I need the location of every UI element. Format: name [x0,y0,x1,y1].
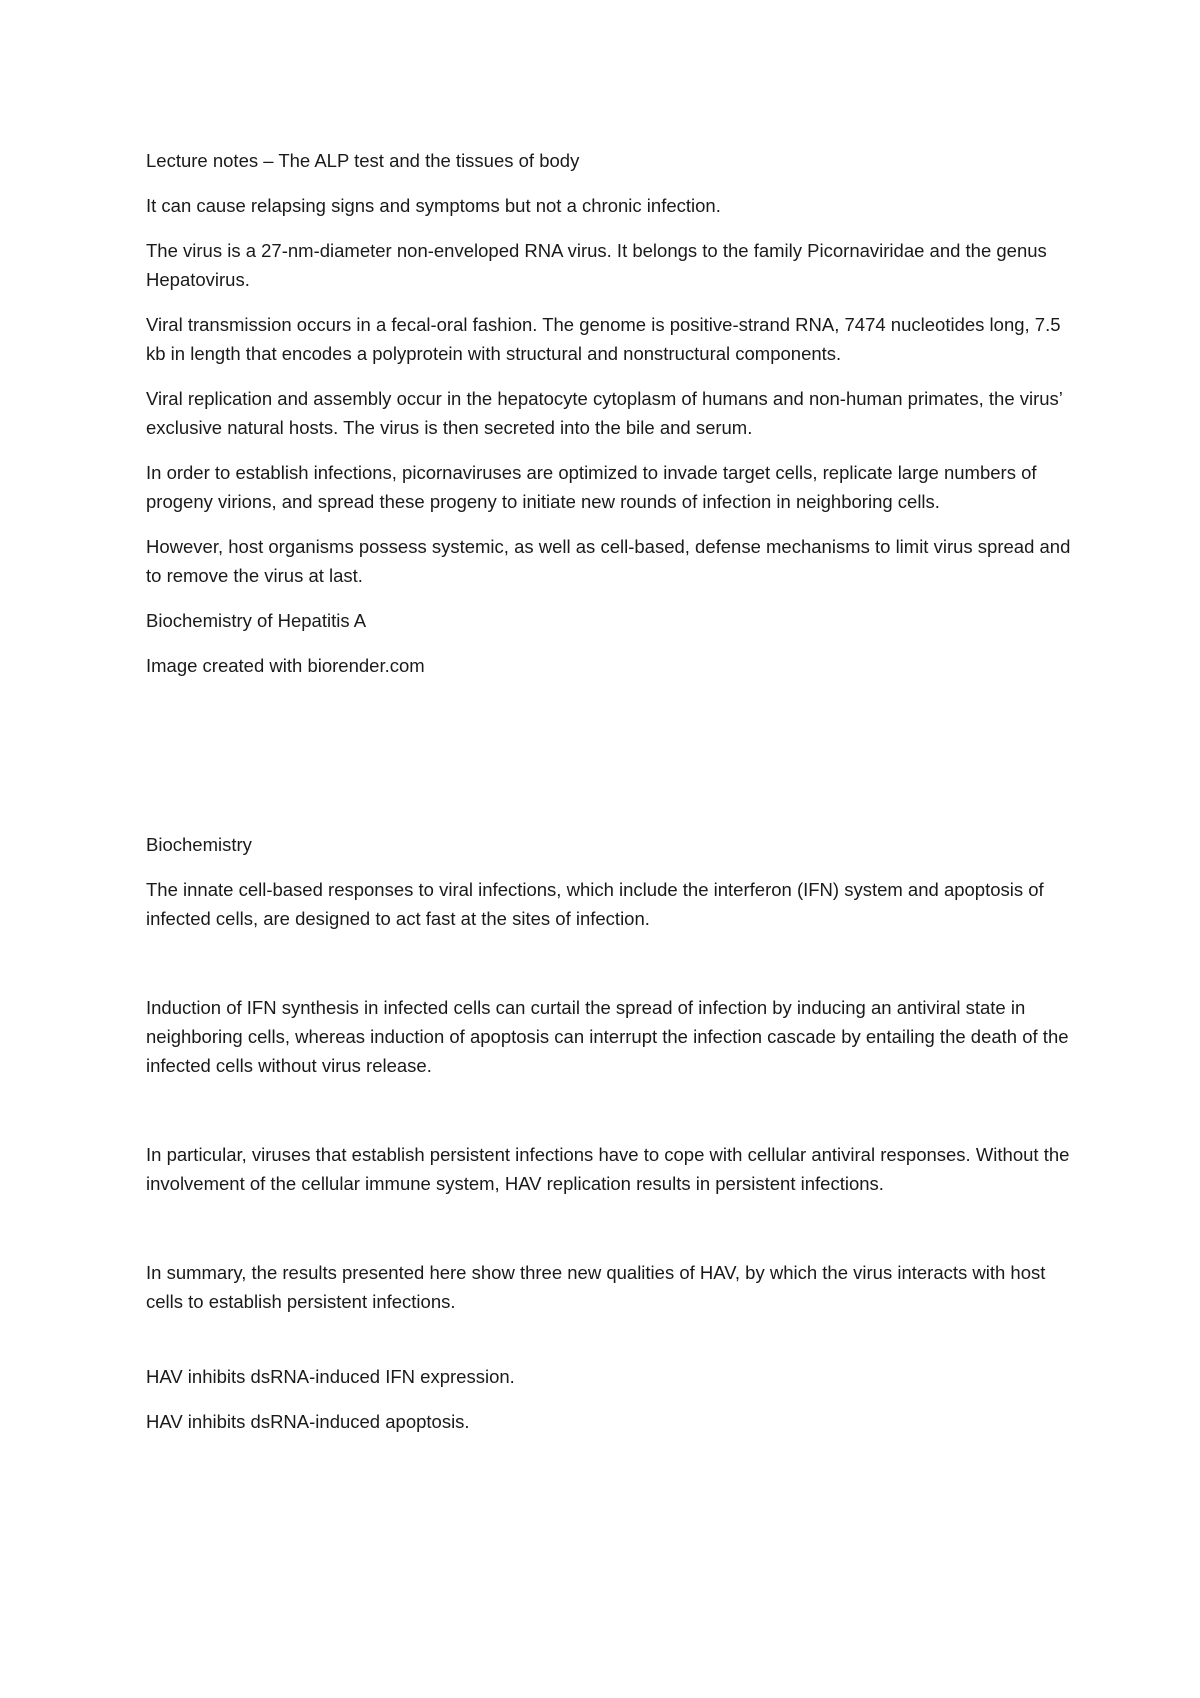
heading-biochemistry: Biochemistry [146,834,252,855]
paragraph-replication: Viral replication and assembly occur in the hepatocyte cytoplasm of humans and non-human primates, the virus’ exclusive natural hosts. The virus is then secreted into the bile and serum. [146,388,1063,438]
paragraph-picornavirus-infection: In order to establish infections, picornaviruses are optimized to invade target cells, replicate large numbers of progeny virions, and spread these progeny to initiate new rounds of infection in neighboring cells. [146,462,1037,512]
lecture-title: Lecture notes – The ALP test and the tissues of body [146,150,580,171]
paragraph-relapsing: It can cause relapsing signs and symptoms but not a chronic infection. [146,195,721,216]
image-credit: Image created with biorender.com [146,655,425,676]
paragraph-virus-description: The virus is a 27-nm-diameter non-enveloped RNA virus. It belongs to the family Picornaviridae and the genus Hepatovirus. [146,240,1047,290]
heading-biochemistry-hepatitis-a: Biochemistry of Hepatitis A [146,610,367,631]
document-body [146,146,1076,1452]
paragraph-transmission: Viral transmission occurs in a fecal-oral fashion. The genome is positive-strand RNA, 7474 nucleotides long, 7.5 kb in length that encodes a polyprotein with structural and nonstructural components. [146,314,1061,364]
paragraph-ifn-induction: Induction of IFN synthesis in infected cells can curtail the spread of infection by inducing an antiviral state in neighboring cells, whereas induction of apoptosis can interrupt the infection cascade by entailing the death of the infected cells without virus release. [146,997,1069,1076]
paragraph-persistent-infections: In particular, viruses that establish persistent infections have to cope with cellular antiviral responses. Without the involvement of the cellular immune system, HAV replication results in persistent infections. [146,1144,1070,1194]
finding-ifn-inhibition: HAV inhibits dsRNA-induced IFN expression. [146,1366,515,1387]
paragraph-host-defense: However, host organisms possess systemic, as well as cell-based, defense mechanisms to limit virus spread and to remove the virus at last. [146,536,1071,586]
finding-apoptosis-inhibition: HAV inhibits dsRNA-induced apoptosis. [146,1411,470,1432]
paragraph-summary: In summary, the results presented here show three new qualities of HAV, by which the virus interacts with host cells to establish persistent infections. [146,1262,1046,1312]
paragraph-innate-responses: The innate cell-based responses to viral infections, which include the interferon (IFN) system and apoptosis of infected cells, are designed to act fast at the sites of infection. [146,879,1044,929]
